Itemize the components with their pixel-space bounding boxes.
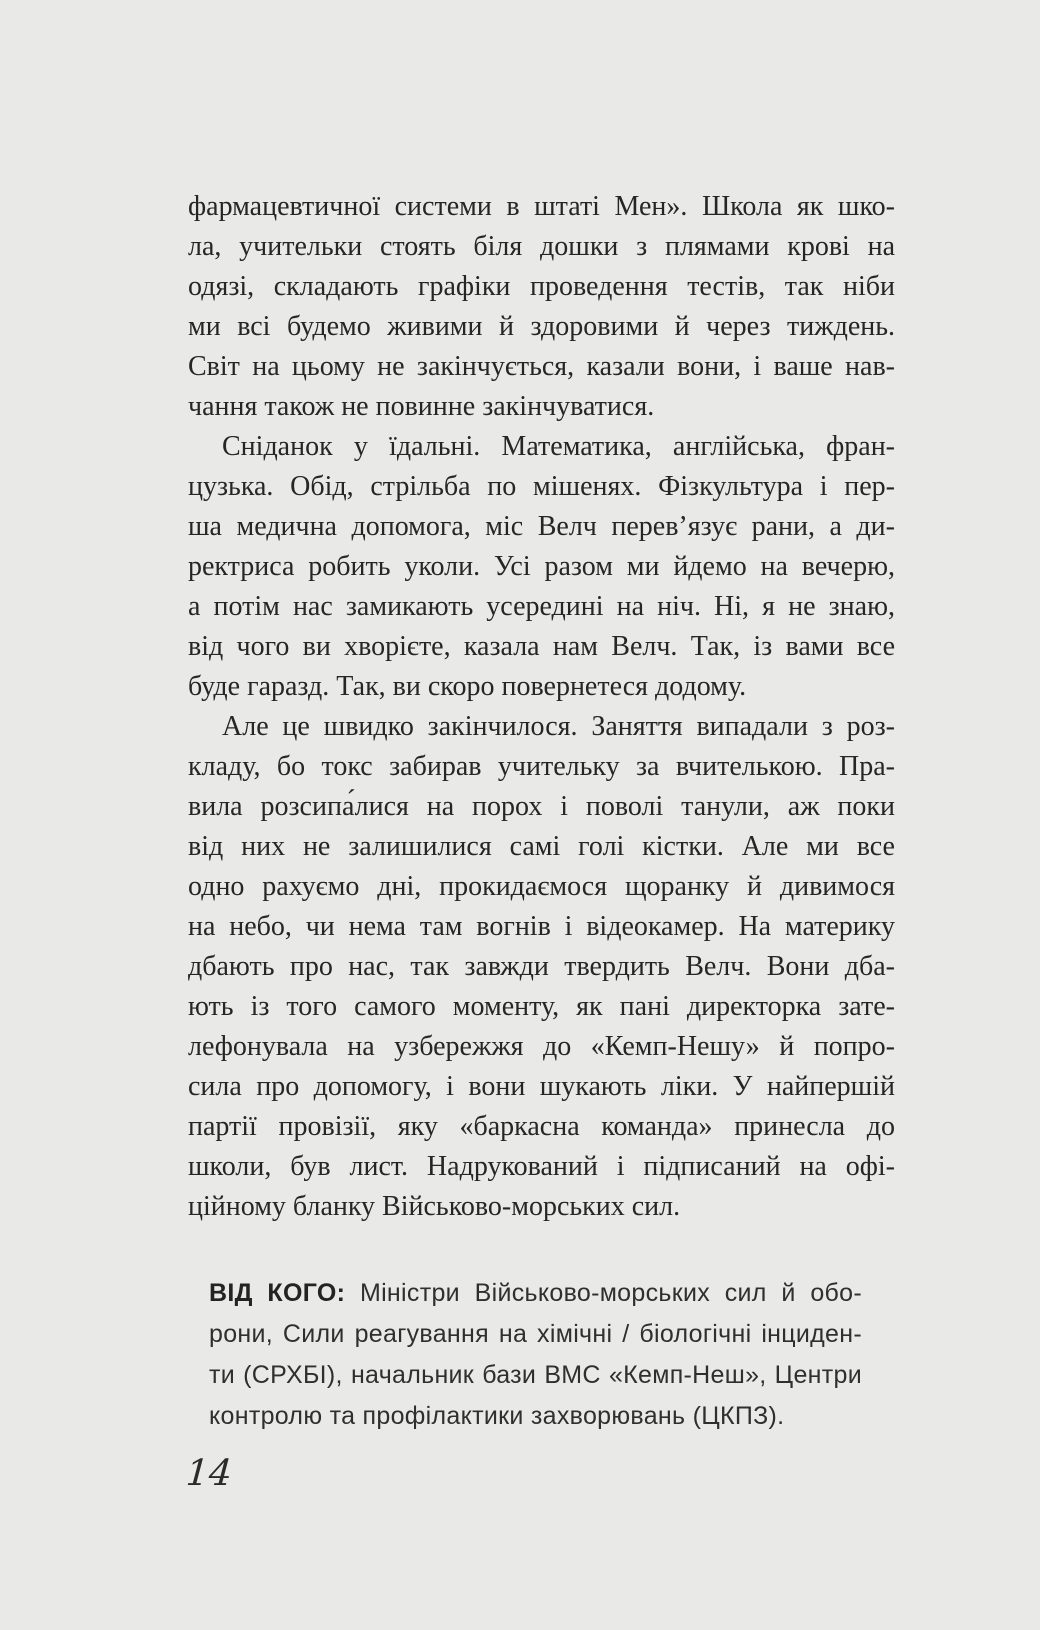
letter-line: ти (СРХБІ), начальник бази ВМС «Кемп-Неш», Центри xyxy=(209,1361,862,1389)
text-line: одязі, складають графіки проведення тестів, так ніби xyxy=(188,271,895,302)
letter-from-label: ВІД КОГО: xyxy=(209,1279,346,1307)
letter-line: рони, Сили реагування на хімічні / біологічні інциден- xyxy=(209,1320,862,1348)
text-line: чання також не повинне закінчуватися. xyxy=(188,391,655,422)
text-line: фармацевтичної системи в штаті Мен». Школа як шко- xyxy=(188,191,895,222)
text-line: на небо, чи нема там вогнів і відеокамер. На материку xyxy=(188,911,895,942)
text-line: буде гаразд. Так, ви скоро повернетеся додому. xyxy=(188,671,747,702)
text-line: від чого ви хворієте, казала нам Велч. Так, із вами все xyxy=(188,631,895,662)
text-line: ла, учительки стоять біля дошки з плямами крові на xyxy=(188,231,895,262)
letter-excerpt xyxy=(209,1273,862,1437)
body-text xyxy=(188,187,895,1227)
text-line: ша медична допомога, міс Велч перев’язує рани, а ди- xyxy=(188,511,895,542)
text-line: Сніданок у їдальні. Математика, англійська, фран- xyxy=(222,431,895,462)
text-line: а потім нас замикають усередині на ніч. Ні, я не знаю, xyxy=(188,591,895,622)
text-line: ційному бланку Військово-морських сил. xyxy=(188,1191,681,1222)
text-line: ють із того самого моменту, як пані директорка зате- xyxy=(188,991,895,1022)
text-line: Але це швидко закінчилося. Заняття випадали з роз- xyxy=(222,711,895,742)
text-line: сила про допомогу, і вони шукають ліки. У найпершій xyxy=(188,1071,895,1102)
text-line: Світ на цьому не закінчується, казали вони, і ваше нав- xyxy=(188,351,895,382)
text-line: одно рахуємо дні, прокидаємося щоранку й дивимося xyxy=(188,871,895,902)
page-number: 14 xyxy=(184,1453,234,1494)
text-line: ми всі будемо живими й здоровими й через тиждень. xyxy=(188,311,895,342)
text-line: партії провізії, яку «баркасна команда» принесла до xyxy=(188,1111,895,1142)
text-line: кладу, бо токс забирав учительку за вчителькою. Пра- xyxy=(188,751,895,782)
letter-line: контролю та профілактики захворювань (ЦКПЗ). xyxy=(209,1402,785,1430)
text-line: лефонувала на узбережжя до «Кемп-Нешу» й попро- xyxy=(188,1031,895,1062)
text-line: школи, був лист. Надрукований і підписаний на офі- xyxy=(188,1151,895,1182)
text-line: цузька. Обід, стрільба по мішенях. Фізкультура і пер- xyxy=(188,471,895,502)
text-line: ректриса робить уколи. Усі разом ми йдемо на вечерю, xyxy=(188,551,895,582)
text-line: дбають про нас, так завжди твердить Велч. Вони дба- xyxy=(188,951,895,982)
letter-line: ВІД КОГО: Міністри Військово-морських сил й обо- xyxy=(209,1279,862,1307)
text-line: від них не залишилися самі голі кістки. Але ми все xyxy=(188,831,895,862)
text-line: вила розсипа́лися на порох і поволі танули, аж поки xyxy=(188,791,895,822)
